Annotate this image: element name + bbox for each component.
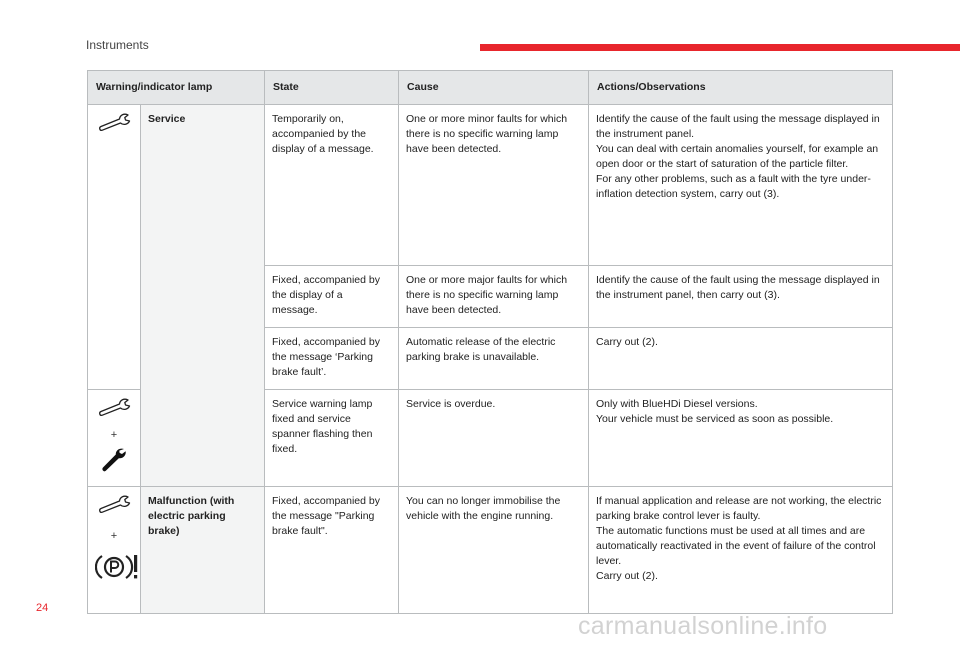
service-state-3: Fixed, accompanied by the message ‘Parking brake fault’. <box>265 328 399 390</box>
wrench-icon <box>100 447 128 475</box>
action-line: Your vehicle must be serviced as soon as possible. <box>596 413 834 425</box>
service-overdue-icon-cell <box>88 390 141 487</box>
column-header-cause: Cause <box>399 71 589 105</box>
service-cause-4: Service is overdue. <box>399 390 589 487</box>
malfunction-state: Fixed, accompanied by the message "Parking brake fault". <box>265 487 399 614</box>
service-lamp-name: Service <box>141 105 265 487</box>
service-state-4: Service warning lamp fixed and service spanner flashing then fixed. <box>265 390 399 487</box>
action-line: For any other problems, such as a fault with the tyre under-inflation detection system, carry out (3). <box>596 173 871 200</box>
action-line: The automatic functions must be used at all times and are automatically reactivated in the event of failure of the control lever. <box>596 525 876 567</box>
service-spanner-icon <box>97 494 131 516</box>
service-spanner-icon <box>97 112 131 134</box>
column-header-state: State <box>265 71 399 105</box>
service-cause-1: One or more minor faults for which there is no specific warning lamp have been detected. <box>399 105 589 266</box>
column-header-actions: Actions/Observations <box>589 71 893 105</box>
action-line: Identify the cause of the fault using the message displayed in the instrument panel. <box>596 113 880 140</box>
section-title: Instruments <box>86 38 149 52</box>
warning-lamps-table <box>87 70 893 614</box>
column-header-lamp: Warning/indicator lamp <box>88 71 265 105</box>
page-number: 24 <box>36 602 49 614</box>
action-line: You can deal with certain anomalies yourself, for example an open door or the start of saturation of the particle filter. <box>596 143 879 170</box>
service-actions-2 <box>589 266 893 328</box>
table-header-row <box>88 71 893 105</box>
service-state-1: Temporarily on, accompanied by the display of a message. <box>265 105 399 266</box>
action-line: Identify the cause of the fault using the message displayed in the instrument panel, then carry out (3). <box>596 274 880 301</box>
service-cause-3: Automatic release of the electric parking brake is unavailable. <box>399 328 589 390</box>
watermark: carmanualsonline.info <box>578 612 828 640</box>
action-line: Carry out (2). <box>596 570 658 582</box>
table-row <box>88 487 893 614</box>
service-actions-1 <box>589 105 893 266</box>
header-accent-bar <box>480 44 960 51</box>
plus-sign: + <box>110 429 118 441</box>
service-icon-cell <box>88 105 141 390</box>
plus-sign: + <box>110 530 118 542</box>
parking-brake-fault-icon <box>95 552 141 582</box>
table-row <box>88 105 893 266</box>
service-state-2: Fixed, accompanied by the display of a message. <box>265 266 399 328</box>
service-spanner-icon <box>97 397 131 419</box>
malfunction-lamp-name: Malfunction (with electric parking brake) <box>141 487 265 614</box>
service-actions-3 <box>589 328 893 390</box>
malfunction-actions <box>589 487 893 614</box>
action-line: Only with BlueHDi Diesel versions. <box>596 398 758 410</box>
action-line: Carry out (2). <box>596 336 658 348</box>
service-actions-4 <box>589 390 893 487</box>
malfunction-icon-cell <box>88 487 141 614</box>
malfunction-cause: You can no longer immobilise the vehicle with the engine running. <box>399 487 589 614</box>
service-cause-2: One or more major faults for which there is no specific warning lamp have been detected. <box>399 266 589 328</box>
action-line: If manual application and release are not working, the electric parking brake control lever is faulty. <box>596 495 882 522</box>
